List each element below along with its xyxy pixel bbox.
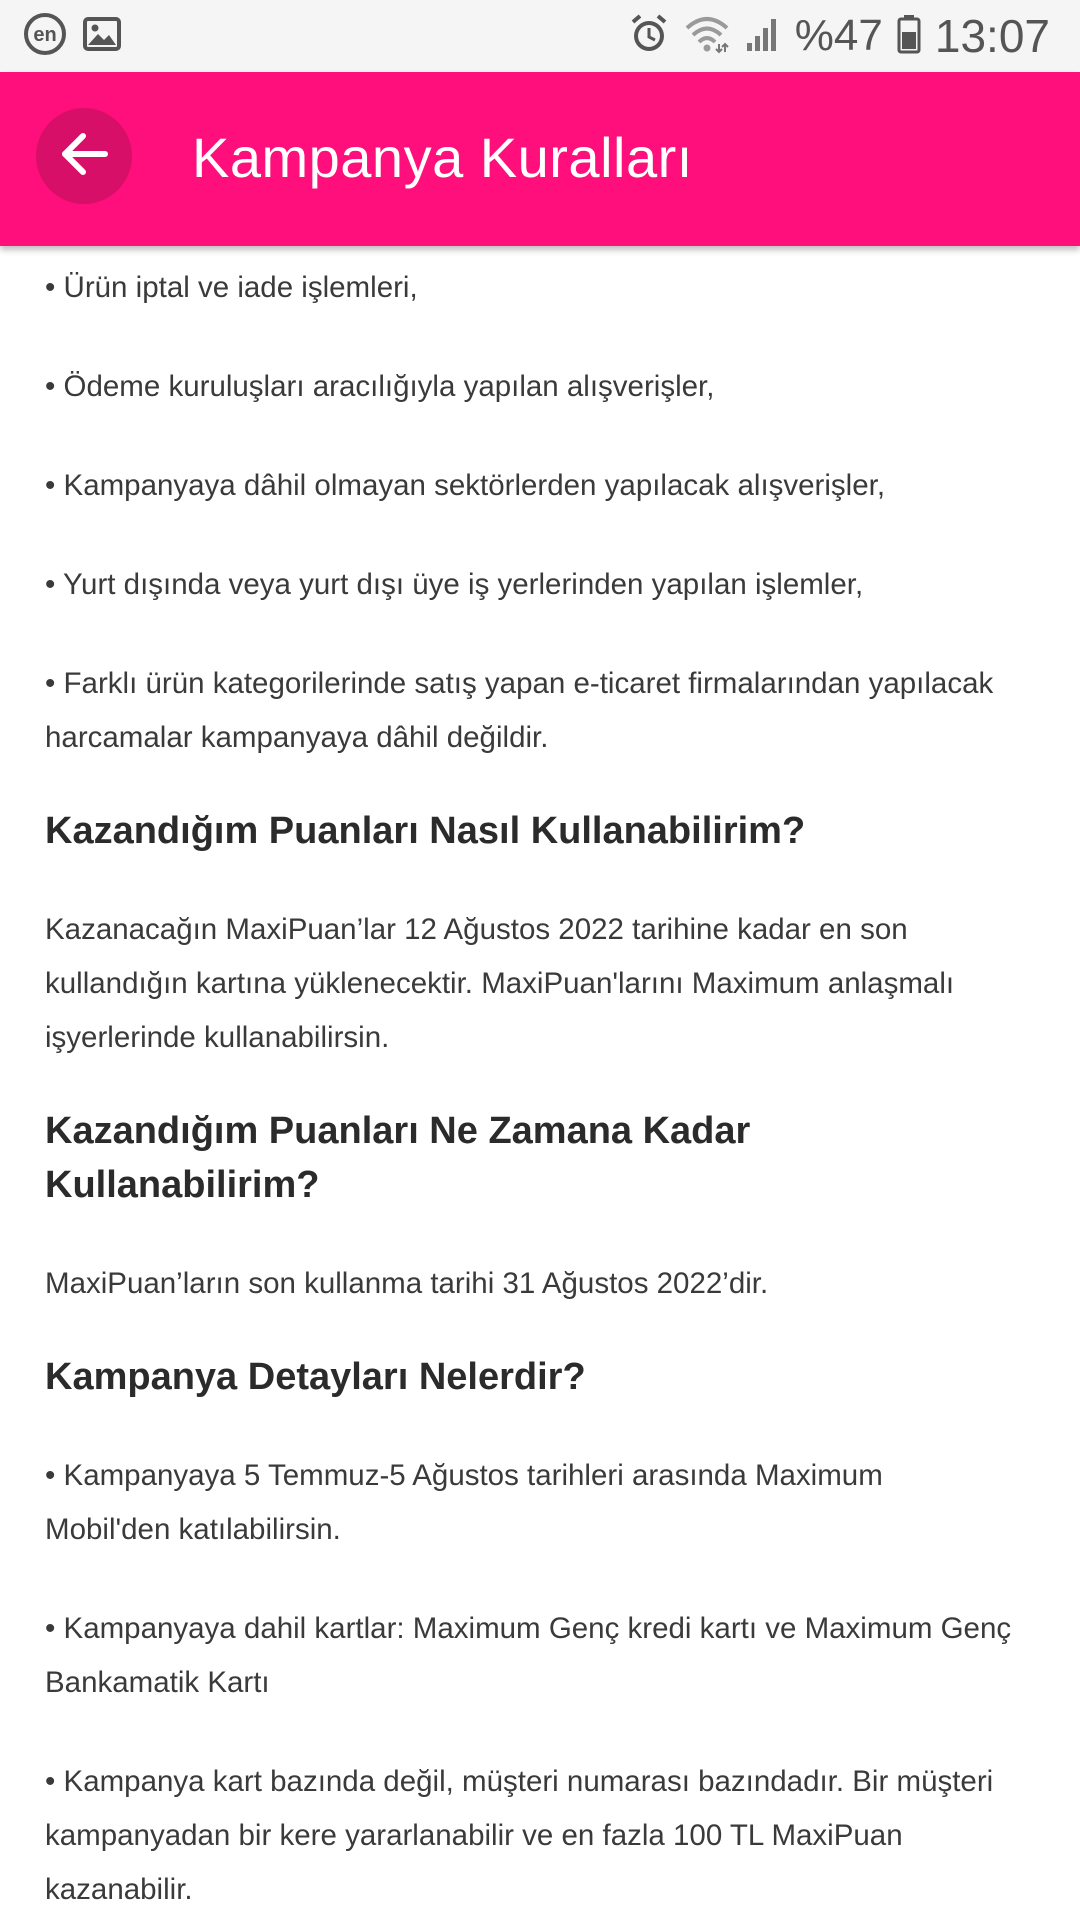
arrow-left-icon [57, 127, 111, 186]
section-heading-expiry: Kazandığım Puanları Ne Zamana Kadar Kullanabilirim? [45, 1110, 751, 1206]
list-item: • Yurt dışında veya yurt dışı üye iş yerlerinden yapılan işlemler, [45, 568, 864, 601]
list-item: • Kampanyaya dahil kartlar: Maximum Genç kredi kartı ve Maximum Genç Bankamatik Kartı [45, 1612, 1012, 1699]
list-item: • Ödeme kuruluşları aracılığıyla yapılan alışverişler, [45, 370, 715, 403]
campaign-rules-content[interactable] [45, 246, 1045, 1920]
list-item: • Farklı ürün kategorilerinde satış yapan e-ticaret firmalarından yapılacak harcamalar kampanyaya dâhil değildir. [45, 667, 994, 754]
section-body-usage: Kazanacağın MaxiPuan’lar 12 Ağustos 2022 tarihine kadar en son kullandığın kartına yüklenecektir. MaxiPuan'larını Maximum anlaşmalı işyerlerinde kullanabilirsin. [45, 913, 955, 1054]
list-item: • Kampanyaya 5 Temmuz-5 Ağustos tarihleri arasında Maximum Mobil'den katılabilirsin. [45, 1459, 883, 1546]
battery-percent: %47 [794, 11, 883, 60]
signal-icon [745, 15, 781, 58]
back-button[interactable] [36, 108, 132, 204]
en-keyboard-icon [22, 11, 68, 62]
clock: 13:07 [934, 10, 1050, 62]
battery-icon [897, 14, 921, 59]
status-bar [0, 0, 1080, 72]
alarm-icon [629, 13, 669, 60]
gallery-icon [82, 14, 122, 59]
list-item: • Kampanya kart bazında değil, müşteri numarası bazındadır. Bir müşteri kampanyadan bir kere yararlanabilir ve en fazla 100 TL MaxiPuan kazanabilir. [45, 1765, 994, 1906]
svg-text:en: en [33, 23, 57, 46]
list-item: • Ürün iptal ve iade işlemleri, [45, 271, 418, 304]
wifi-icon [683, 14, 731, 59]
section-body-expiry: MaxiPuan’ların son kullanma tarihi 31 Ağustos 2022’dir. [45, 1267, 769, 1300]
list-item: • Kampanyaya dâhil olmayan sektörlerden yapılacak alışverişler, [45, 469, 886, 502]
section-heading-details: Kampanya Detayları Nelerdir? [45, 1356, 586, 1398]
page-title: Kampanya Kuralları [192, 126, 693, 189]
app-bar [0, 72, 1080, 246]
section-heading-usage: Kazandığım Puanları Nasıl Kullanabilirim? [45, 810, 806, 852]
